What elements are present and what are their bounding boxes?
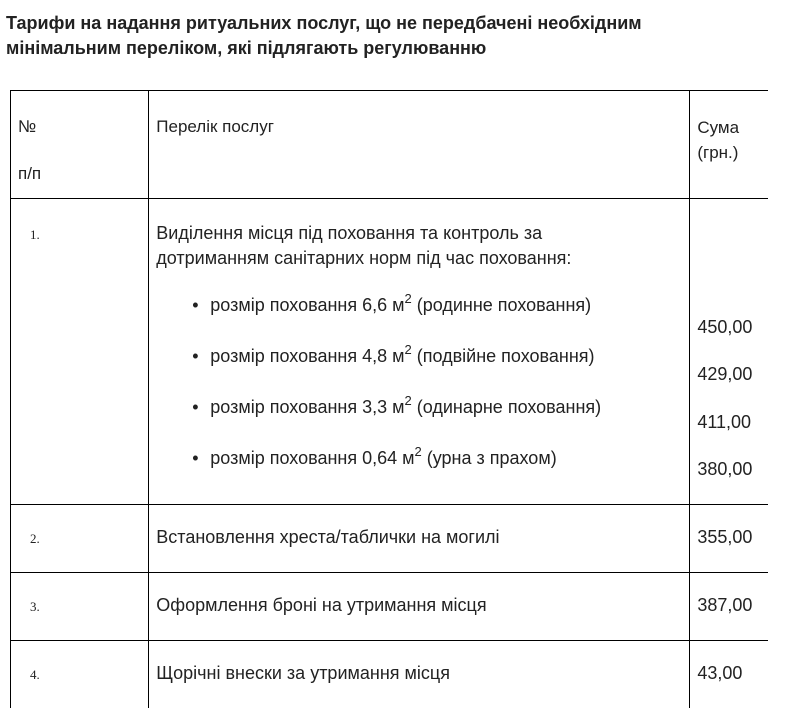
tariffs-table <box>10 90 768 708</box>
page-title-line-1: Тарифи на надання ритуальних послуг, що не передбачені необхідним <box>6 13 642 33</box>
list-item <box>149 446 689 497</box>
row-service-cell <box>149 641 690 708</box>
page-title <box>6 11 766 61</box>
bullet-icon: • <box>192 448 199 468</box>
service-description-line-2: дотриманням санітарних норм під час поховання: <box>156 248 572 268</box>
row-sum-cell <box>690 573 768 641</box>
row-sum-cell <box>690 199 768 505</box>
bullet-icon: • <box>192 295 199 315</box>
sum-value: 380,00 <box>697 458 753 479</box>
list-item-note: (подвійне поховання) <box>411 346 595 366</box>
list-item <box>149 344 689 395</box>
sum-value: 429,00 <box>697 364 753 385</box>
header-number-sublabel: п/п <box>18 164 42 183</box>
table-row <box>11 573 769 641</box>
row-service-cell <box>149 573 690 641</box>
service-name: Щорічні внески за утримання місця <box>156 663 450 684</box>
sum-list <box>690 199 768 504</box>
table-row <box>11 505 769 573</box>
header-sum-cell <box>690 91 768 199</box>
page-title-line-2: мінімальним переліком, які підлягають регулюванню <box>6 38 487 58</box>
list-item-text: розмір поховання 3,3 м <box>210 397 405 417</box>
sum-value: 387,00 <box>697 595 753 616</box>
service-name: Оформлення броні на утримання місця <box>156 595 487 616</box>
header-services-cell <box>149 91 690 199</box>
list-item-text: розмір поховання 0,64 м <box>210 448 415 468</box>
bullet-icon: • <box>192 397 199 417</box>
row-number: 4. <box>30 667 40 683</box>
row-number-cell <box>11 641 149 708</box>
header-services-label: Перелік послуг <box>156 117 274 136</box>
list-item-note: (одинарне поховання) <box>411 397 602 417</box>
bullet-icon: • <box>192 346 199 366</box>
sum-value: 355,00 <box>697 527 753 548</box>
header-sum-unit: (грн.) <box>697 143 739 162</box>
row-number-cell <box>11 199 149 505</box>
row-service-cell <box>149 199 690 505</box>
list-item-superscript: 2 <box>404 291 412 306</box>
service-description-line-1: Виділення місця під поховання та контроль за <box>156 223 543 243</box>
row-number-cell <box>11 505 149 573</box>
row-number-cell <box>11 573 149 641</box>
list-item <box>149 395 689 446</box>
header-sum-label: Сума <box>697 118 740 137</box>
list-item-note: (урна з прахом) <box>421 448 557 468</box>
service-description <box>149 199 689 271</box>
list-item-superscript: 2 <box>404 342 412 357</box>
service-name: Встановлення хреста/таблички на могилі <box>156 527 500 548</box>
row-sum-cell <box>690 641 768 708</box>
list-item-superscript: 2 <box>414 444 422 459</box>
row-number: 2. <box>30 531 40 547</box>
row-sum-cell <box>690 505 768 573</box>
row-number: 1. <box>30 227 40 242</box>
sum-value: 411,00 <box>697 411 752 432</box>
sum-value: 43,00 <box>697 663 743 684</box>
list-item-note: (родинне поховання) <box>411 295 592 315</box>
table-row <box>11 641 769 708</box>
table-header-row <box>11 91 769 199</box>
table-row <box>11 199 769 505</box>
list-item <box>149 293 689 344</box>
header-number-cell <box>11 91 149 199</box>
row-service-cell <box>149 505 690 573</box>
sum-value: 450,00 <box>697 317 753 337</box>
list-item-text: розмір поховання 4,8 м <box>210 346 405 366</box>
row-number: 3. <box>30 599 40 615</box>
header-number-label: № <box>18 117 37 136</box>
burial-size-list <box>149 293 689 497</box>
list-item-superscript: 2 <box>404 393 412 408</box>
list-item-text: розмір поховання 6,6 м <box>210 295 405 315</box>
